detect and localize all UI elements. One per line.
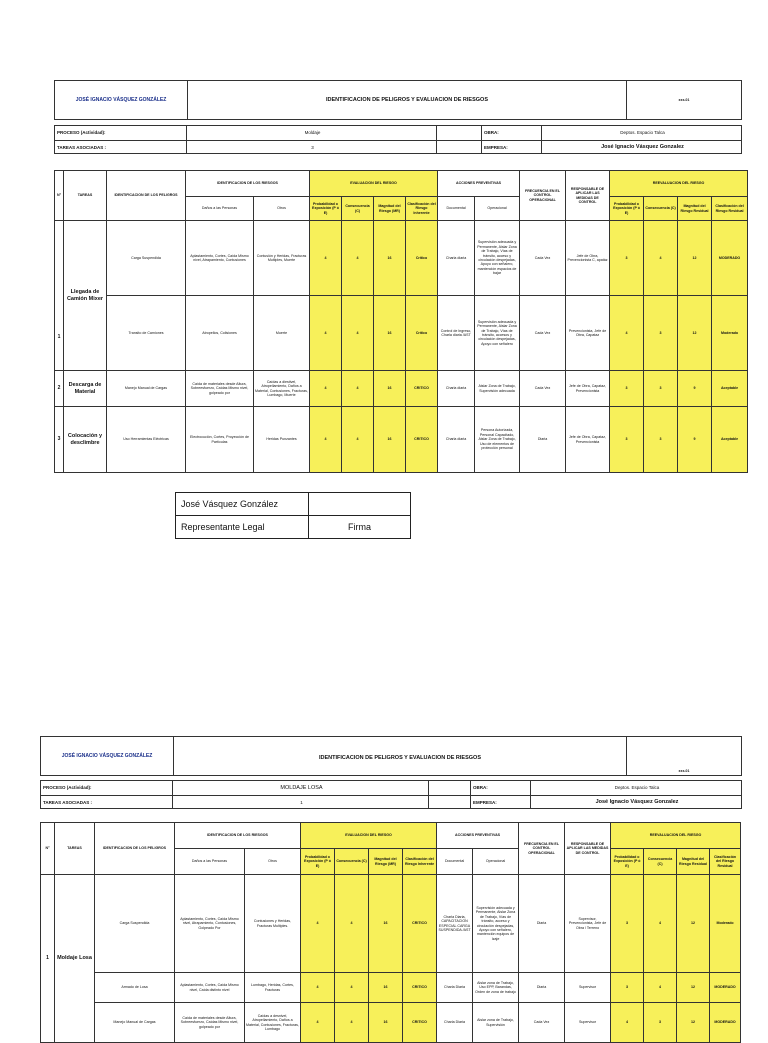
document-title: IDENTIFICACION DE PELIGROS Y EVALUACION DE RIESGOS bbox=[326, 97, 488, 103]
header-operacional: Operacional bbox=[475, 197, 520, 221]
task-name: Moldaje Losa bbox=[55, 875, 95, 1043]
responsable: Jefe de Obra, Capataz, Prevencionista bbox=[566, 407, 610, 473]
otros: Muerte bbox=[254, 296, 310, 371]
re-consecuencia: 3 bbox=[644, 371, 678, 407]
peligro: Carga Suspendida bbox=[107, 221, 186, 296]
firma-label: Firma bbox=[309, 516, 411, 539]
header-danos: Daños a las Personas bbox=[186, 197, 254, 221]
re-magnitud: 12 bbox=[677, 973, 710, 1003]
probabilidad: 4 bbox=[301, 973, 335, 1003]
re-clasificacion: Aceptable bbox=[712, 407, 748, 473]
header-clasificacion: Clasificación del Riesgo Inherente bbox=[406, 197, 438, 221]
signature-blank bbox=[309, 493, 411, 516]
magnitud: 16 bbox=[374, 221, 406, 296]
clasificacion: CRITICO bbox=[406, 371, 438, 407]
magnitud: 16 bbox=[374, 296, 406, 371]
peligro: Transito de Camiones bbox=[107, 296, 186, 371]
documental: Charla diaria bbox=[438, 407, 475, 473]
header-probabilidad: Probabilidad o Exposición (P ó E) bbox=[310, 197, 342, 221]
operacional: Persona Autorizada, Personal Capacitado, Aislar Zona de Trabajo, Uso de elementos de protección personal bbox=[475, 407, 520, 473]
empresa-value: José Ignacio Vásquez Gonzalez bbox=[601, 144, 684, 151]
document-title: IDENTIFICACION DE PELIGROS Y EVALUACION DE RIESGOS bbox=[319, 755, 481, 761]
row-number: 3 bbox=[55, 407, 64, 473]
header-frecuencia: FRECUENCIA EN EL CONTROL OPERACIONAL bbox=[520, 171, 566, 221]
peligro: Carga Suspendida bbox=[95, 875, 175, 973]
sheet-1 bbox=[54, 80, 744, 480]
re-consecuencia: 3 bbox=[644, 296, 678, 371]
responsable: Supervisor, Prevencionista, Jefe de Obra / Terreno bbox=[565, 875, 611, 973]
probabilidad: 4 bbox=[310, 371, 342, 407]
obra-label: OBRA: bbox=[482, 126, 542, 140]
header-magnitud: Magnitud del Riesgo (MR) bbox=[369, 849, 403, 875]
header-re-probabilidad: Probabilidad o Exposición (P ó E) bbox=[611, 849, 644, 875]
header-num: N° bbox=[41, 823, 55, 875]
otros: Heridas Punzantes bbox=[254, 407, 310, 473]
clasificacion: Crítico bbox=[406, 296, 438, 371]
re-consecuencia: 3 bbox=[644, 1003, 677, 1043]
header-frecuencia: FRECUENCIA EN EL CONTROL OPERACIONAL bbox=[519, 823, 565, 875]
header-re-magnitud: Magnitud del Riesgo Residual bbox=[678, 197, 712, 221]
header-re-clasificacion: Clasificación del Riesgo Residual bbox=[712, 197, 748, 221]
magnitud: 16 bbox=[374, 371, 406, 407]
re-magnitud: 9 bbox=[678, 371, 712, 407]
proceso-label: PROCESO (Actividad): bbox=[55, 126, 187, 140]
peligro: Uso Herramientas Eléctricas bbox=[107, 407, 186, 473]
frecuencia: Cada Vez bbox=[520, 296, 566, 371]
header-magnitud: Magnitud del Riesgo (MR) bbox=[374, 197, 406, 221]
probabilidad: 4 bbox=[310, 407, 342, 473]
probabilidad: 4 bbox=[310, 221, 342, 296]
sheet-2-process bbox=[40, 780, 742, 809]
responsable: Supervisor bbox=[565, 973, 611, 1003]
otros: Caídas a diestivel, Atropellamiento, Daños a Material, Contusiones, Fracturas, Lumbago, Muerte bbox=[254, 371, 310, 407]
obra-label: OBRA: bbox=[471, 781, 531, 795]
re-magnitud: 9 bbox=[678, 407, 712, 473]
task-name: Colocación y desclimbre bbox=[64, 407, 107, 473]
danos: Electrocución, Cortes, Proyección de Partículas bbox=[186, 407, 254, 473]
sheet-2-header bbox=[40, 736, 742, 776]
re-probabilidad: 3 bbox=[610, 371, 644, 407]
empresa-label: EMPRESA: bbox=[482, 141, 542, 155]
clasificacion: CRITICO bbox=[403, 1003, 437, 1043]
table-row bbox=[41, 973, 741, 1003]
re-clasificacion: Moderado bbox=[710, 875, 741, 973]
header-re-consecuencia: Consecuencia (C) bbox=[644, 197, 678, 221]
clasificacion: CRITICO bbox=[403, 875, 437, 973]
header-acciones: ACCIONES PREVENTIVAS bbox=[438, 171, 520, 197]
header-otros: Otros bbox=[245, 849, 301, 875]
header-num: N° bbox=[55, 171, 64, 221]
re-consecuencia: 3 bbox=[644, 407, 678, 473]
proceso-value: MOLDAJE LOSA bbox=[173, 781, 429, 795]
frecuencia: Cada Vez bbox=[520, 221, 566, 296]
header-danos: Daños a las Personas bbox=[175, 849, 245, 875]
documental: Charla Diaria bbox=[437, 973, 473, 1003]
task-name: Descarga de Material bbox=[64, 371, 107, 407]
consecuencia: 4 bbox=[342, 407, 374, 473]
clasificacion: CRITICO bbox=[406, 407, 438, 473]
responsable: Jefe de Obra, Prevencionista C, apatáz bbox=[566, 221, 610, 296]
table-row bbox=[55, 371, 748, 407]
table-row bbox=[41, 1003, 741, 1043]
header-otros: Otros bbox=[254, 197, 310, 221]
header-consecuencia: Consecuencia (C) bbox=[342, 197, 374, 221]
header-re-magnitud: Magnitud del Riesgo Residual bbox=[677, 849, 710, 875]
risk-table-1 bbox=[54, 170, 748, 473]
proceso-label: PROCESO (Actividad): bbox=[41, 781, 173, 795]
re-magnitud: 12 bbox=[677, 1003, 710, 1043]
re-clasificacion: MODERADO bbox=[710, 1003, 741, 1043]
documental: Charla Diaria, CAPACITACION ESPECIAL CARGA SUSPENDIDA /AST bbox=[437, 875, 473, 973]
header-evaluacion: EVALUACION DEL RIESGO bbox=[301, 823, 437, 849]
table-row bbox=[55, 407, 748, 473]
operacional: Supervisión adecuada y Permanente, Aislar Zona de Trabajo, Vías de tránsito, acceso y circulación despejadas, Apoyo con señalero, mantención espacios de bajar bbox=[475, 221, 520, 296]
re-consecuencia: 4 bbox=[644, 875, 677, 973]
tareas-value: 3 bbox=[187, 141, 437, 155]
frecuencia: Diaria bbox=[520, 407, 566, 473]
re-clasificacion: Aceptable bbox=[712, 371, 748, 407]
danos: Aplastamiento, Cortes, Caída Mismo nivel, Caída distinto nivel bbox=[175, 973, 245, 1003]
re-probabilidad: 3 bbox=[611, 875, 644, 973]
empresa-label: EMPRESA: bbox=[471, 796, 531, 810]
row-number: 1 bbox=[41, 875, 55, 1043]
sheet-2 bbox=[40, 736, 742, 1031]
frecuencia: Diaria bbox=[519, 973, 565, 1003]
signature-table bbox=[175, 492, 411, 539]
documental: Control de Ingreso, Charla diaria /AST bbox=[438, 296, 475, 371]
company-name: JOSÉ IGNACIO VÁSQUEZ GONZÁLEZ bbox=[41, 737, 174, 775]
tareas-label: TAREAS ASOCIADAS : bbox=[55, 141, 187, 155]
row-number: 2 bbox=[55, 371, 64, 407]
re-clasificacion: MODERADO bbox=[710, 973, 741, 1003]
header-evaluacion: EVALUACION DEL RIESGO bbox=[310, 171, 438, 197]
operacional: Aislar Zona de Trabajo, Supervisión adecuada bbox=[475, 371, 520, 407]
re-probabilidad: 3 bbox=[611, 973, 644, 1003]
obra-value: Deptos. Espacio Talca bbox=[620, 130, 665, 136]
danos: Aplastamiento, Cortes, Caída Mismo nivel, Atrapamiento, Contusiones bbox=[186, 221, 254, 296]
consecuencia: 4 bbox=[342, 296, 374, 371]
re-consecuencia: 4 bbox=[644, 221, 678, 296]
clasificacion: Critico bbox=[406, 221, 438, 296]
company-name: JOSÉ IGNACIO VÁSQUEZ GONZÁLEZ bbox=[55, 81, 188, 119]
signer-role: Representante Legal bbox=[176, 516, 309, 539]
consecuencia: 4 bbox=[335, 973, 369, 1003]
proceso-value: Moldaje bbox=[187, 126, 437, 140]
re-probabilidad: 4 bbox=[611, 1003, 644, 1043]
magnitud: 16 bbox=[374, 407, 406, 473]
header-reevaluacion: REEVALUACION DEL RIESGO bbox=[611, 823, 741, 849]
tareas-label: TAREAS ASOCIADAS : bbox=[41, 796, 173, 810]
consecuencia: 4 bbox=[342, 221, 374, 296]
header-tareas: TAREAS bbox=[64, 171, 107, 221]
consecuencia: 4 bbox=[342, 371, 374, 407]
clasificacion: CRITICO bbox=[403, 973, 437, 1003]
re-probabilidad: 3 bbox=[610, 221, 644, 296]
table-row bbox=[55, 296, 748, 371]
header-documental: Documental bbox=[438, 197, 475, 221]
header-re-consecuencia: Consecuencia (C) bbox=[644, 849, 677, 875]
operacional: Aislar zona de Trabajo, Uso EPP, Barandas, Orden de zona de trabajo bbox=[473, 973, 519, 1003]
document-code: xxx-01 bbox=[626, 81, 741, 119]
re-magnitud: 12 bbox=[677, 875, 710, 973]
consecuencia: 4 bbox=[335, 1003, 369, 1043]
operacional: Supervisión adecuada y Permanente, Aislar Zona de Trabajo, Vías de tránsito, accesos y circulación despejadas, Apoyo con señalero bbox=[475, 296, 520, 371]
header-identificacion: IDENTIFICACION DE LOS PELIGROS bbox=[95, 823, 175, 875]
header-clasificacion: Clasificación del Riesgo Inherente bbox=[403, 849, 437, 875]
frecuencia: Cada Vez bbox=[519, 1003, 565, 1043]
signer-name: José Vásquez González bbox=[176, 493, 309, 516]
header-consecuencia: Consecuencia (C) bbox=[335, 849, 369, 875]
responsable: Supervisor bbox=[565, 1003, 611, 1043]
otros: Contusiones y Heridas, Fracturas Multiples. bbox=[245, 875, 301, 973]
header-identificacion-riesgos: IDENTIFICACION DE LOS RIESGOS bbox=[175, 823, 301, 849]
otros: Lumbago, Heridas, Cortes, Fracturas bbox=[245, 973, 301, 1003]
header-tareas: TAREAS bbox=[55, 823, 95, 875]
peligro: Manejo Manual de Cargas bbox=[95, 1003, 175, 1043]
frecuencia: Cada Vez bbox=[520, 371, 566, 407]
danos: Caída de materiales desde Altura, Sobreesfuerzo, Caídas Mismo nivel, golpeado por bbox=[186, 371, 254, 407]
probabilidad: 4 bbox=[301, 875, 335, 973]
row-number: 1 bbox=[55, 221, 64, 371]
header-documental: Documental bbox=[437, 849, 473, 875]
header-identificacion: IDENTIFICACION DE LOS PELIGROS bbox=[107, 171, 186, 221]
header-re-probabilidad: Probabilidad o Exposición (P ó E) bbox=[610, 197, 644, 221]
re-magnitud: 12 bbox=[678, 221, 712, 296]
peligro: Armado de Losa bbox=[95, 973, 175, 1003]
re-probabilidad: 4 bbox=[610, 296, 644, 371]
magnitud: 16 bbox=[369, 973, 403, 1003]
task-name: Llegada de Camión Mixer bbox=[64, 221, 107, 371]
header-responsable: RESPONSABLE DE APLICAR LAS MEDIDAS DE CONTROL bbox=[566, 171, 610, 221]
danos: Atropellos, Colisiones bbox=[186, 296, 254, 371]
obra-value: Deptos. Espacio Talca bbox=[614, 785, 660, 791]
responsable: Jefe de Obra, Capataz, Prevencionista bbox=[566, 371, 610, 407]
danos: Caída de materiales desde Altura, Sobreesfuerzo, Caídas Mismo nivel, golpeado por bbox=[175, 1003, 245, 1043]
re-magnitud: 12 bbox=[678, 296, 712, 371]
header-probabilidad: Probabilidad o Exposición (P ó E) bbox=[301, 849, 335, 875]
header-operacional: Operacional bbox=[473, 849, 519, 875]
header-re-clasificacion: Clasificación del Riesgo Residual bbox=[710, 849, 741, 875]
frecuencia: Diaria bbox=[519, 875, 565, 973]
table-row bbox=[55, 221, 748, 296]
peligro: Manejo Manual de Cargas bbox=[107, 371, 186, 407]
empresa-value: José Ignacio Vásquez Gonzalez bbox=[595, 799, 679, 806]
re-clasificacion: MODERADO bbox=[712, 221, 748, 296]
header-reevaluacion: REEVALUACION DEL RIESGO bbox=[610, 171, 748, 197]
re-consecuencia: 4 bbox=[644, 973, 677, 1003]
table-row bbox=[41, 875, 741, 973]
sheet-1-header bbox=[54, 80, 742, 120]
header-identificacion-riesgos: IDENTIFICACION DE LOS RIESGOS bbox=[186, 171, 310, 197]
sheet-1-process bbox=[54, 125, 742, 154]
documental: Charla diaria bbox=[438, 221, 475, 296]
otros: Caídas a desnivel, Atropellamiento, Daños a Material, Contusiones, Fracturas, Lumbago bbox=[245, 1003, 301, 1043]
documental: Charla diaria bbox=[438, 371, 475, 407]
consecuencia: 4 bbox=[335, 875, 369, 973]
danos: Aplastamiento, Cortes, Caída Mismo nivel, Atrapamiento, Contusiones, Golpeado Por bbox=[175, 875, 245, 973]
probabilidad: 4 bbox=[301, 1003, 335, 1043]
header-acciones: ACCIONES PREVENTIVAS bbox=[437, 823, 519, 849]
probabilidad: 4 bbox=[310, 296, 342, 371]
magnitud: 16 bbox=[369, 1003, 403, 1043]
magnitud: 16 bbox=[369, 875, 403, 973]
responsable: Prevencionista, Jefe de Obra, Capataz bbox=[566, 296, 610, 371]
otros: Contusión y Heridas, Fracturas Multiples, Muerte bbox=[254, 221, 310, 296]
re-probabilidad: 3 bbox=[610, 407, 644, 473]
documental: Charla Diaria bbox=[437, 1003, 473, 1043]
document-code: xxx-01 bbox=[626, 737, 741, 775]
header-responsable: RESPONSABLE DE APLICAR LAS MEDIDAS DE CONTROL bbox=[565, 823, 611, 875]
operacional: Aislar zona de Trabajo, Supervisión bbox=[473, 1003, 519, 1043]
operacional: Supervisión adecuada y Permanente, Aislar Zona de Trabajo, Vías de tránsito, acceso y circulación despejadas, Apoyo con señalero, mantención equipos de Izaje bbox=[473, 875, 519, 973]
risk-table-2 bbox=[40, 822, 741, 1043]
tareas-value: 1 bbox=[173, 796, 429, 810]
re-clasificacion: Moderado bbox=[712, 296, 748, 371]
